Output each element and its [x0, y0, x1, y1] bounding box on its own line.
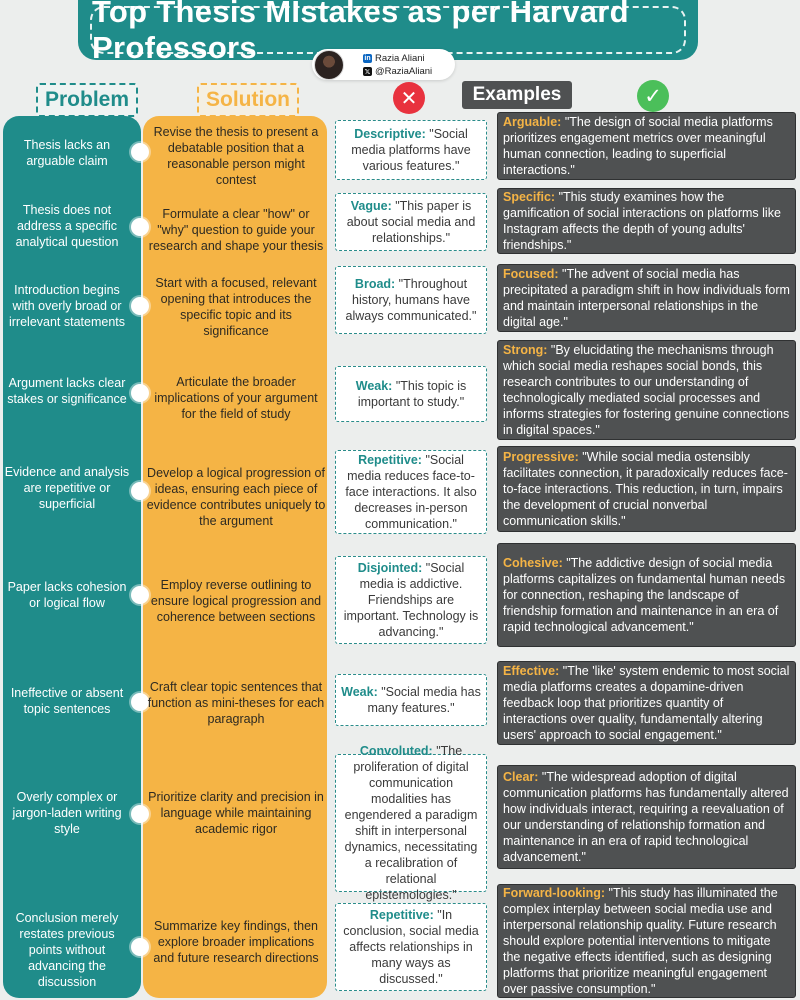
bad-example — [335, 903, 487, 991]
bad-example-label: Repetitive: — [369, 908, 434, 922]
good-example-text: "This study has illuminated the complex interplay between social media use and interpersonal relationship quality. Future research should explore potential interventions to mitigate the negative effects identified, such as designing platforms that prioritize meaningful engagement over passive consumption." — [503, 886, 778, 996]
good-example — [497, 264, 796, 332]
x-social-icon: 𝕏 — [364, 68, 371, 76]
good-example-label: Strong: — [503, 343, 548, 357]
header-solution: Solution — [197, 83, 299, 117]
bad-example-text: "This paper is about social media and relationships." — [346, 199, 476, 245]
good-example-label: Focused: — [503, 267, 559, 281]
solution-cell: Articulate the broader implications of your argument for the field of study — [154, 375, 318, 421]
header-problem: Problem — [36, 83, 138, 117]
author-handle: @RaziaAliani — [375, 66, 433, 77]
good-example-text: "The addictive design of social media platforms capitalizes on fundamental human needs for connection, reshaping the landscape of friendship formation and maintenance in an era of rapid technological advancement." — [503, 556, 786, 634]
problem-cell: Introduction begins with overly broad or irrelevant statements — [8, 283, 126, 329]
header-examples: Examples — [462, 81, 572, 109]
bad-example-text: "Social media reduces face-to-face interactions. It also decreases in-person communication." — [345, 453, 477, 531]
bad-example-text: "The proliferation of digital communication modalities has engendered a paradigm shift in interpersonal dynamics, necessitating a recalibration of relational epistemologies." — [344, 744, 478, 902]
good-example-label: Cohesive: — [503, 556, 563, 570]
bad-example-text: "Throughout history, humans have always communicated." — [345, 277, 477, 323]
problem-cell: Thesis lacks an arguable claim — [23, 138, 111, 168]
bad-example-label: Weak: — [355, 379, 393, 393]
bad-example-label: Repetitive: — [358, 453, 422, 467]
good-example-text: "The widespread adoption of digital communication platforms has fundamentally altered how individuals interact, requiring a reevaluation of our understanding of relationship formation and maintenance in an era of rapid technological advancement." — [503, 770, 789, 864]
bad-example — [335, 366, 487, 422]
solution-cell: Revise the thesis to present a debatable position that a reasonable person might contest — [153, 125, 319, 187]
good-example — [497, 543, 796, 647]
solution-cell: Start with a focused, relevant opening that introduces the specific topic and its significance — [155, 276, 317, 338]
problem-cell: Thesis does not address a specific analytical question — [15, 203, 119, 249]
bad-example-text: "Social media has many features." — [367, 685, 481, 715]
x-icon: ✕ — [393, 82, 425, 114]
bad-example — [335, 193, 487, 251]
good-example-text: "The design of social media platforms prioritizes engagement metrics over meaningful human connection, leading to superficial interactions." — [503, 115, 773, 177]
problem-cell: Argument lacks clear stakes or significance — [7, 376, 127, 406]
solution-cell: Summarize key findings, then explore broader implications and future research directions — [153, 919, 319, 965]
avatar — [314, 50, 344, 80]
bad-example-text: "Social media platforms have various features." — [351, 127, 471, 173]
good-example-text: "This study examines how the gamification of social interactions on platforms like Instagram affects the depth of young adults' friendships." — [503, 190, 781, 252]
good-example-label: Arguable: — [503, 115, 562, 129]
solution-cell: Formulate a clear "how" or "why" question to guide your research and shape your thesis — [148, 207, 324, 253]
bad-example — [335, 450, 487, 534]
bad-example-text: "This topic is important to study." — [357, 379, 467, 409]
bad-example-label: Weak: — [341, 685, 378, 699]
good-example — [497, 188, 796, 254]
bad-example — [335, 120, 487, 180]
problem-cell: Evidence and analysis are repetitive or superficial — [4, 465, 130, 511]
good-example-text: "By elucidating the mechanisms through which social media reshapes social bonds, this research contributes to our understanding of technologically mediated social processes and informs strategies for fostering genuine connections in digital spaces." — [503, 343, 790, 437]
bad-example-label: Disjointed: — [357, 561, 423, 575]
bad-example-label: Vague: — [350, 199, 392, 213]
good-example — [497, 661, 796, 745]
good-example-label: Effective: — [503, 664, 560, 678]
problem-cell: Conclusion merely restates previous points without advancing the discussion — [15, 911, 119, 989]
bad-example-text: "Social media is addictive. Friendships are important. Technology is advancing." — [343, 561, 479, 639]
good-example — [497, 112, 796, 180]
bad-example — [335, 266, 487, 334]
bad-example-label: Broad: — [354, 277, 396, 291]
good-example-label: Specific: — [503, 190, 556, 204]
good-example — [497, 340, 796, 440]
linkedin-icon: in — [364, 55, 371, 62]
bad-example-label: Descriptive: — [354, 127, 426, 141]
bad-example — [335, 556, 487, 644]
good-example-text: "The advent of social media has precipitated a paradigm shift in how individuals form and maintain interpersonal relationships in the digital age." — [503, 267, 790, 329]
good-example-label: Progressive: — [503, 450, 579, 464]
author-linkedin — [363, 53, 458, 64]
solution-cell: Employ reverse outlining to ensure logical progression and coherence between sections — [150, 578, 322, 624]
page-title: Top Thesis MIstakes as per Harvard Professors — [92, 0, 629, 65]
check-icon: ✓ — [637, 80, 669, 112]
author-name: Razia Aliani — [375, 53, 425, 64]
good-example — [497, 446, 796, 532]
problem-cell: Paper lacks cohesion or logical flow — [7, 580, 127, 610]
solution-cell: Prioritize clarity and precision in language while maintaining academic rigor — [148, 790, 324, 836]
good-example-label: Forward-looking: — [503, 886, 606, 900]
author-x — [363, 66, 458, 77]
bad-example — [335, 674, 487, 726]
solution-cell: Craft clear topic sentences that function as mini-theses for each paragraph — [147, 680, 325, 726]
good-example-text: "While social media ostensibly facilitates connection, it paradoxically reduces face-to-face interactions. This reduction, in turn, impairs the development of crucial nonverbal communication skills." — [503, 450, 788, 528]
bad-example-label: Convoluted: — [359, 744, 433, 758]
good-example — [497, 884, 796, 998]
problem-cell: Ineffective or absent topic sentences — [10, 686, 124, 716]
good-example — [497, 765, 796, 869]
good-example-label: Clear: — [503, 770, 539, 784]
good-example-text: "The 'like' system endemic to most social media platforms creates a dopamine-driven feedback loop that prioritizes quantity of interactions over quality, fundamentally altering users' approach to social engagement." — [503, 664, 790, 742]
bad-example — [335, 744, 487, 902]
solution-cell: Develop a logical progression of ideas, ensuring each piece of evidence contributes uniquely to the argument — [146, 466, 326, 528]
problem-cell: Overly complex or jargon-laden writing style — [12, 790, 122, 836]
author-badge — [312, 49, 455, 80]
bad-example-text: "In conclusion, social media affects relationships in many ways as discussed." — [343, 908, 479, 986]
